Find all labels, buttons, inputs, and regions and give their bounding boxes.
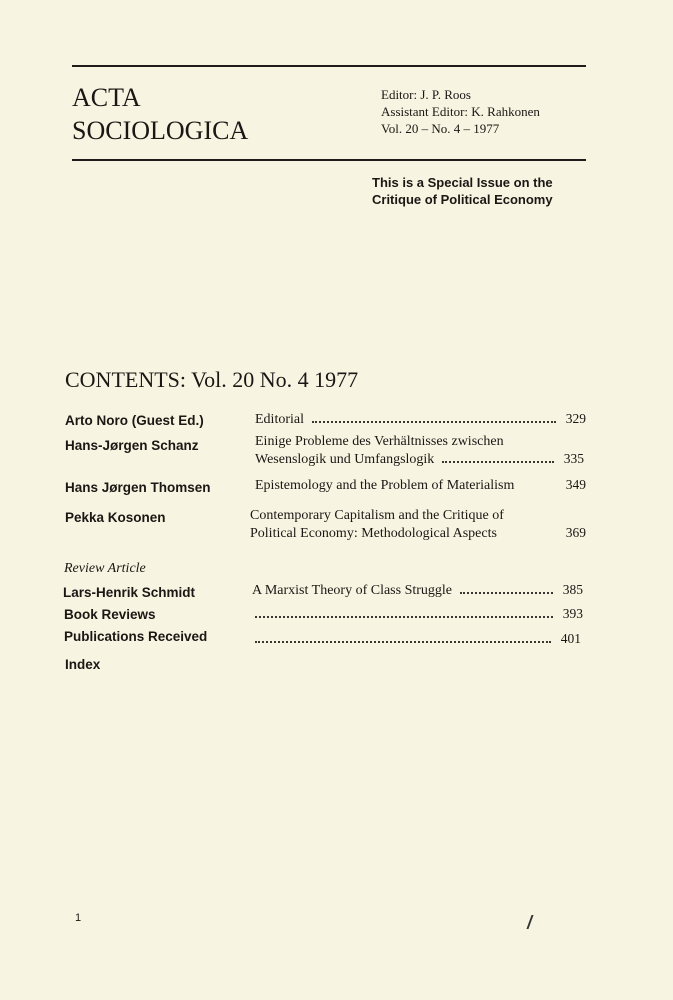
top-rule <box>72 65 586 67</box>
toc-entry-book-reviews[interactable] <box>255 606 583 622</box>
dot-leader <box>255 616 553 618</box>
review-title: A Marxist Theory of Class Struggle <box>252 583 453 598</box>
special-issue-note <box>372 174 553 208</box>
review-article-label: Review Article <box>64 561 146 576</box>
page-number: 1 <box>75 912 82 924</box>
bottom-rule <box>72 159 586 161</box>
entry-author: Hans-Jørgen Schanz <box>65 438 199 453</box>
toc-entry-publications[interactable] <box>255 631 581 647</box>
journal-title <box>72 83 248 146</box>
review-page: 385 <box>562 582 583 597</box>
entry-title-line1: Contemporary Capitalism and the Critique of <box>250 508 504 523</box>
toc-entry[interactable] <box>255 411 586 428</box>
special-issue-line2: Critique of Political Economy <box>372 192 553 207</box>
book-reviews-page: 393 <box>562 606 583 621</box>
entry-page: 329 <box>565 411 586 426</box>
publications-page: 401 <box>560 631 581 646</box>
book-reviews-label: Book Reviews <box>64 607 156 622</box>
entry-author: Hans Jørgen Thomsen <box>65 480 211 495</box>
entry-title: Epistemology and the Problem of Materialism <box>255 478 515 493</box>
entry-title-line1: Einige Probleme des Verhältnisses zwischen <box>255 434 504 449</box>
entry-author: Pekka Kosonen <box>65 510 166 525</box>
entry-page: 349 <box>565 477 586 492</box>
volume-info: Vol. 20 – No. 4 – 1977 <box>381 121 500 136</box>
special-issue-line1: This is a Special Issue on the <box>372 175 553 190</box>
journal-title-line1: ACTA <box>72 83 141 112</box>
entry-page: 335 <box>563 451 584 466</box>
publications-received-label: Publications Received <box>64 629 208 644</box>
toc-entry[interactable] <box>250 525 586 542</box>
dot-leader <box>312 421 556 423</box>
dot-leader <box>442 461 553 463</box>
ink-mark-icon <box>526 915 538 929</box>
dot-leader <box>460 592 553 594</box>
toc-entry[interactable] <box>255 477 586 494</box>
assistant-editor: Assistant Editor: K. Rahkonen <box>381 104 540 119</box>
dot-leader <box>255 641 551 643</box>
toc-entry[interactable] <box>255 451 584 468</box>
entry-page: 369 <box>565 525 586 540</box>
review-author: Lars-Henrik Schmidt <box>63 585 196 600</box>
toc-entry-review[interactable] <box>252 582 583 599</box>
entry-title: Editorial <box>255 412 304 427</box>
entry-title-line2: Wesenslogik und Umfangslogik <box>255 452 435 467</box>
entry-author: Arto Noro (Guest Ed.) <box>65 413 204 428</box>
editor: Editor: J. P. Roos <box>381 87 471 102</box>
masthead <box>381 86 540 137</box>
contents-heading: CONTENTS: Vol. 20 No. 4 1977 <box>65 367 359 392</box>
entry-title-line2: Political Economy: Methodological Aspects <box>250 526 497 541</box>
journal-title-line2: SOCIOLOGICA <box>72 116 249 145</box>
index-label: Index <box>65 657 101 672</box>
